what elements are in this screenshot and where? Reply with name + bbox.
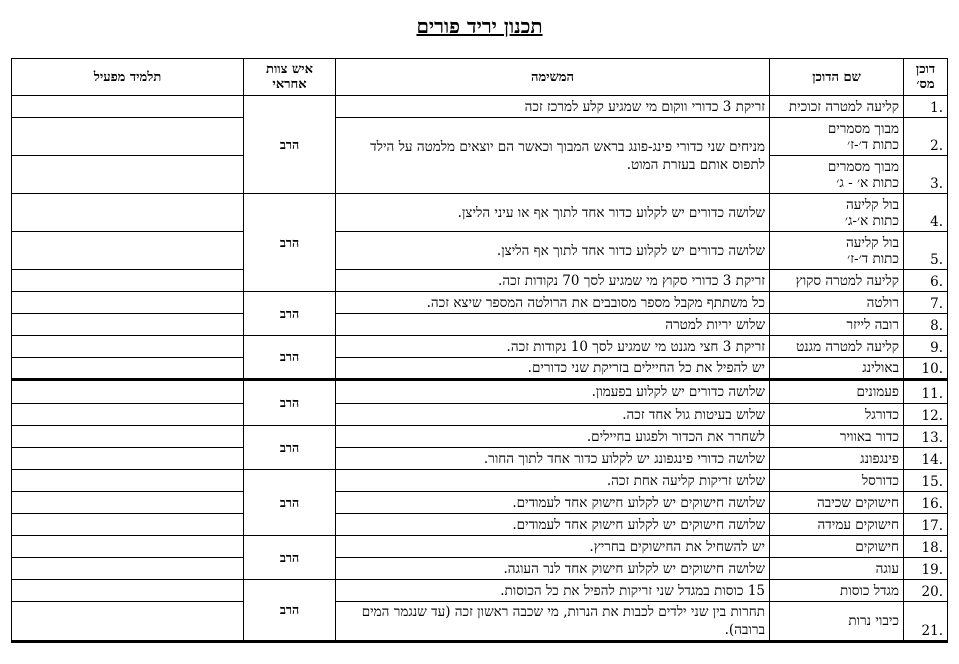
booth-number: .7: [904, 292, 948, 314]
student-operator-cell[interactable]: [12, 270, 244, 292]
responsible-staff: הרב: [244, 194, 336, 292]
responsible-staff: הרב: [244, 580, 336, 642]
table-row: [12, 270, 948, 292]
booth-task: זריקת 3 כדורי סקוץ מי שמגיע לסך 70 נקודות זכה.: [336, 270, 770, 292]
student-operator-cell[interactable]: [12, 156, 244, 194]
table-body: [12, 96, 948, 642]
booth-number: .11: [904, 380, 948, 404]
booth-number: .21: [904, 602, 948, 642]
student-operator-cell[interactable]: [12, 380, 244, 404]
booth-name: כיבוי נרות: [770, 602, 904, 642]
booth-name: פעמונים: [770, 380, 904, 404]
booth-name: רובה לייזר: [770, 314, 904, 336]
student-operator-cell[interactable]: [12, 96, 244, 118]
student-operator-cell[interactable]: [12, 358, 244, 380]
table-row: [12, 314, 948, 336]
table-row: [12, 602, 948, 642]
booth-task: שלושה כדורים יש לקלוע כדור אחד לתוך אף הליצן.: [336, 232, 770, 270]
student-operator-cell[interactable]: [12, 426, 244, 448]
booth-name: באולינג: [770, 358, 904, 380]
booth-number: .5: [904, 232, 948, 270]
header-num: דוכן מס׳: [904, 59, 948, 96]
booth-task: שלושה כדורים יש לקלוע כדור אחד לתוך אף או עיני הליצן.: [336, 194, 770, 232]
student-operator-cell[interactable]: [12, 404, 244, 426]
responsible-staff: הרב: [244, 536, 336, 580]
student-operator-cell[interactable]: [12, 602, 244, 642]
table-row: [12, 426, 948, 448]
booth-name: כדורסל: [770, 470, 904, 492]
booth-number: .17: [904, 514, 948, 536]
responsible-staff: הרב: [244, 336, 336, 380]
booth-task: זריקת 3 כדורי ווקום מי שמגיע קלע למרכז זכה: [336, 96, 770, 118]
booth-name: חישוקים עמידה: [770, 514, 904, 536]
student-operator-cell[interactable]: [12, 194, 244, 232]
booth-number: .6: [904, 270, 948, 292]
booth-name: קליעה למטרה מגנט: [770, 336, 904, 358]
student-operator-cell[interactable]: [12, 314, 244, 336]
booth-name: עוגה: [770, 558, 904, 580]
table-row: [12, 118, 948, 156]
booth-number: .19: [904, 558, 948, 580]
student-operator-cell[interactable]: [12, 118, 244, 156]
booth-name: קליעה למטרה זכוכית: [770, 96, 904, 118]
booth-task: כל משתתף מקבל מספר מסובבים את הרולטה המספר שיצא זכה.: [336, 292, 770, 314]
booth-task: שלוש זריקות קליעה אחת זכה.: [336, 470, 770, 492]
page-title-wrap: [0, 14, 959, 39]
booth-task: 15 כוסות במגדל שני זריקות להפיל את כל הכוסות.: [336, 580, 770, 602]
student-operator-cell[interactable]: [12, 292, 244, 314]
table-row: [12, 580, 948, 602]
page-title: תכנון יריד פורים: [416, 14, 543, 38]
table-row: [12, 404, 948, 426]
booth-number: .2: [904, 118, 948, 156]
student-operator-cell[interactable]: [12, 336, 244, 358]
responsible-staff: הרב: [244, 470, 336, 536]
booth-task: לשחרר את הכדור ולפגוע בחיילים.: [336, 426, 770, 448]
table-row: [12, 514, 948, 536]
student-operator-cell[interactable]: [12, 232, 244, 270]
booth-task: שלוש יריות למטרה: [336, 314, 770, 336]
booth-task: מניחים שני כדורי פינג-פונג בראש המבוך וכאשר הם יוצאים מלמטה על הילד לתפוס אותם בעזרת המוט.: [336, 118, 770, 194]
booth-number: .10: [904, 358, 948, 380]
table-row: [12, 536, 948, 558]
header-name: שם הדוכן: [770, 59, 904, 96]
booth-number: .18: [904, 536, 948, 558]
booth-name: מבוך מסמרים כתות א׳ - ג׳: [770, 156, 904, 194]
booth-number: .3: [904, 156, 948, 194]
booth-task: יש להפיל את כל החיילים בזריקת שני כדורים.: [336, 358, 770, 380]
booth-name: קליעה למטרה סקוץ: [770, 270, 904, 292]
student-operator-cell[interactable]: [12, 558, 244, 580]
table-row: [12, 470, 948, 492]
table-row: [12, 358, 948, 380]
header-row: [12, 59, 948, 96]
booth-task: שלושה חישוקים יש לקלוע חישוק אחד לנר העוגה.: [336, 558, 770, 580]
booth-task: שלוש בעיטות גול אחד זכה.: [336, 404, 770, 426]
student-operator-cell[interactable]: [12, 448, 244, 470]
student-operator-cell[interactable]: [12, 536, 244, 558]
table-row: [12, 448, 948, 470]
booth-name: חישוקים שכיבה: [770, 492, 904, 514]
booth-number: .9: [904, 336, 948, 358]
table-row: [12, 232, 948, 270]
booth-name: חישוקים: [770, 536, 904, 558]
booth-name: מבוך מסמרים כתות ד׳-ז׳: [770, 118, 904, 156]
booth-task: זריקת 3 חצי מגנט מי שמגיע לסך 10 נקודות זכה.: [336, 336, 770, 358]
header-task: המשימה: [336, 59, 770, 96]
booth-number: .14: [904, 448, 948, 470]
booth-number: .1: [904, 96, 948, 118]
booth-number: .16: [904, 492, 948, 514]
responsible-staff: הרב: [244, 96, 336, 194]
booth-number: .13: [904, 426, 948, 448]
table-row: [12, 194, 948, 232]
student-operator-cell[interactable]: [12, 580, 244, 602]
table-row: [12, 492, 948, 514]
responsible-staff: הרב: [244, 380, 336, 426]
booth-number: .20: [904, 580, 948, 602]
booth-number: .12: [904, 404, 948, 426]
responsible-staff: הרב: [244, 292, 336, 336]
booth-name: בול קליעה כתות א׳-ג׳: [770, 194, 904, 232]
booth-number: .15: [904, 470, 948, 492]
booth-name: בול קליעה כתות ד׳-ז׳: [770, 232, 904, 270]
student-operator-cell[interactable]: [12, 492, 244, 514]
booth-task: יש להשחיל את החישוקים בחריץ.: [336, 536, 770, 558]
student-operator-cell[interactable]: [12, 514, 244, 536]
table-row: [12, 292, 948, 314]
table-row: [12, 336, 948, 358]
booth-task: שלושה כדורים יש לקלוע בפעמון.: [336, 380, 770, 404]
table-row: [12, 380, 948, 404]
student-operator-cell[interactable]: [12, 470, 244, 492]
booth-name: כדור באוויר: [770, 426, 904, 448]
table-row: [12, 96, 948, 118]
booth-name: רולטה: [770, 292, 904, 314]
table-row: [12, 558, 948, 580]
booth-task: תחרות בין שני ילדים לכבות את הנרות, מי שכבה ראשון זכה (עד שנגמר המים ברובה).: [336, 602, 770, 642]
booth-task: שלושה כדורי פינגפונג יש לקלוע כדור אחד לתוך החור.: [336, 448, 770, 470]
booth-name: מגדל כוסות: [770, 580, 904, 602]
booth-name: פינגפונג: [770, 448, 904, 470]
responsible-staff: הרב: [244, 426, 336, 470]
booth-task: שלושה חישוקים יש לקלוע חישוק אחד לעמודים.: [336, 514, 770, 536]
header-responsible: איש צוות אחראי: [244, 59, 336, 96]
booth-number: .4: [904, 194, 948, 232]
booth-name: כדורגל: [770, 404, 904, 426]
booth-task: שלושה חישוקים יש לקלוע חישוק אחד לעמודים.: [336, 492, 770, 514]
booth-number: .8: [904, 314, 948, 336]
booths-table: [11, 58, 948, 643]
header-student: תלמיד מפעיל: [12, 59, 244, 96]
